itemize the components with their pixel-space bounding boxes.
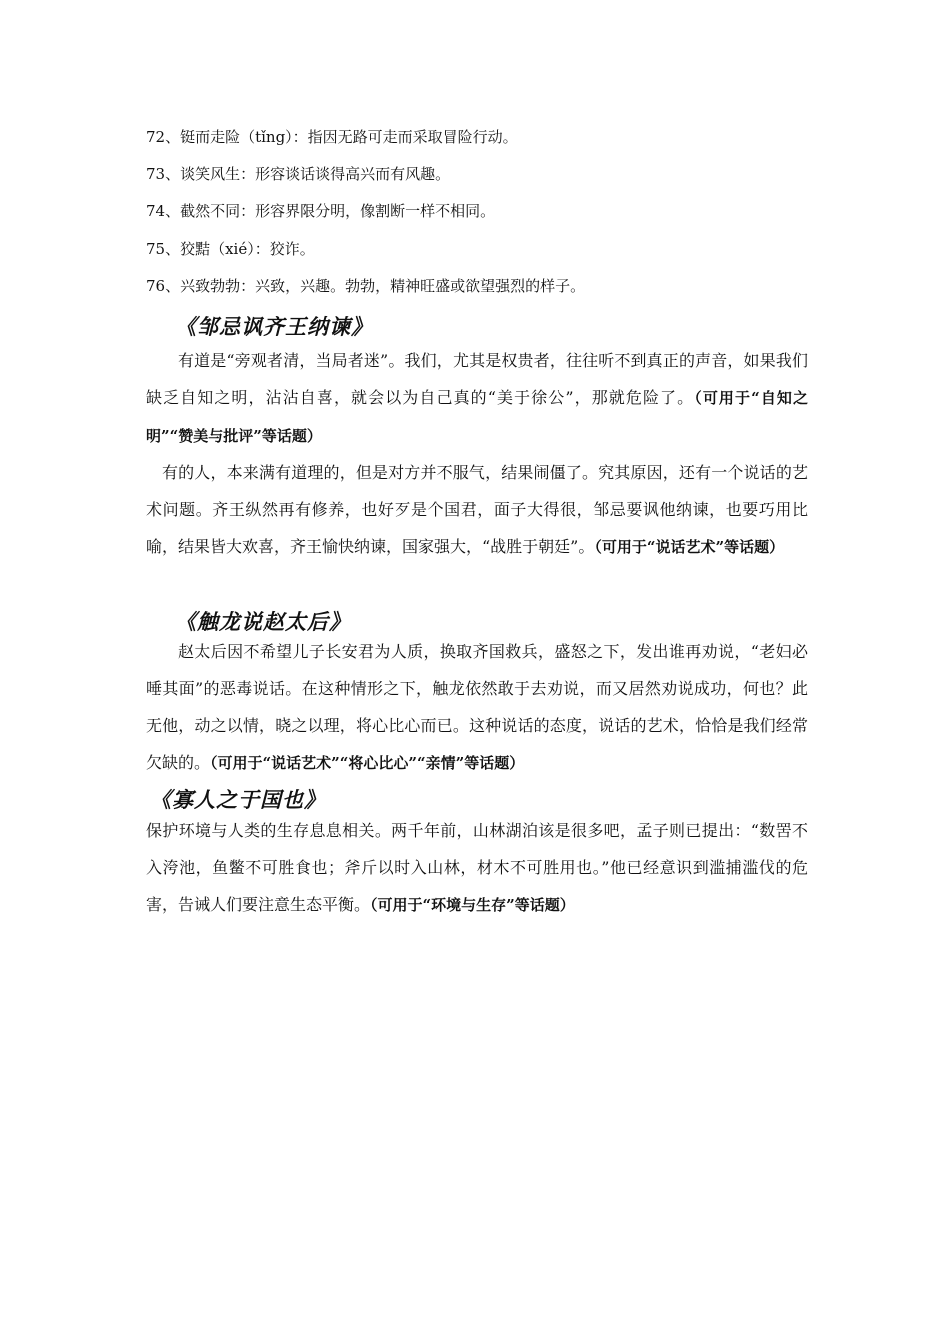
- topic-note: （可用于“说话艺术”等话题）: [594, 538, 785, 556]
- vocab-item-73: 73、谈笑风生：形容谈话谈得高兴而有风趣。: [146, 165, 451, 183]
- topic-note: （可用于“自知之明”“赞美与批评”等话题）: [146, 389, 808, 445]
- paragraph-guaren-1: [146, 812, 808, 924]
- vocab-item-75: 75、狡黠（xié）：狡诈。: [146, 240, 315, 258]
- vocab-item-72: 72、铤而走险（tǐng）：指因无路可走而采取冒险行动。: [146, 128, 518, 146]
- paragraph-zouji-2: [146, 454, 808, 566]
- paragraph-chulong-1: [146, 633, 808, 782]
- section-title-zouji: 《邹忌讽齐王纳谏》: [175, 315, 373, 339]
- paragraph-zouji-1: [146, 342, 808, 455]
- paragraph-text: 赵太后因不希望儿子长安君为人质，换取齐国救兵，盛怒之下，发出谁再劝说，“老妇必唾其面”的恶毒说话。在这种情形之下，触龙依然敢于去劝说，而又居然劝说成功，何也？此无他，动之以情，晓之以理，将心比心而已。这种说话的态度，说话的艺术，恰恰是我们经常欠缺的。: [146, 642, 808, 772]
- vocab-item-76: 76、兴致勃勃：兴致，兴趣。勃勃，精神旺盛或欲望强烈的样子。: [146, 277, 586, 295]
- paragraph-text: 保护环境与人类的生存息息相关。两千年前，山林湖泊该是很多吧，孟子则已提出：“数罟不入洿池，鱼鳖不可胜食也；斧斤以时入山林，材木不可胜用也。”他已经意识到滥捕滥伐的危害，告诫人们要注意生态平衡。: [146, 821, 808, 914]
- section-title-guaren: 《寡人之于国也》: [150, 788, 326, 812]
- topic-note: （可用于“说话艺术”“将心比心”“亲情”等话题）: [210, 754, 525, 772]
- topic-note: （可用于“环境与生存”等话题）: [370, 896, 575, 914]
- vocab-item-74: 74、截然不同：形容界限分明，像割断一样不相同。: [146, 202, 496, 220]
- section-title-chulong: 《触龙说赵太后》: [175, 610, 351, 634]
- paragraph-text: 有道是“旁观者清，当局者迷”。我们，尤其是权贵者，往往听不到真正的声音，如果我们缺乏自知之明，沾沾自喜，就会以为自己真的“美于徐公”，那就危险了。: [146, 351, 808, 407]
- paragraph-text: 有的人，本来满有道理的，但是对方并不服气，结果闹僵了。究其原因，还有一个说话的艺术问题。齐王纵然再有修养，也好歹是个国君，面子大得很，邹忌要讽他纳谏，也要巧用比喻，结果皆大欢喜，齐王愉快纳谏，国家强大，“战胜于朝廷”。: [146, 463, 808, 556]
